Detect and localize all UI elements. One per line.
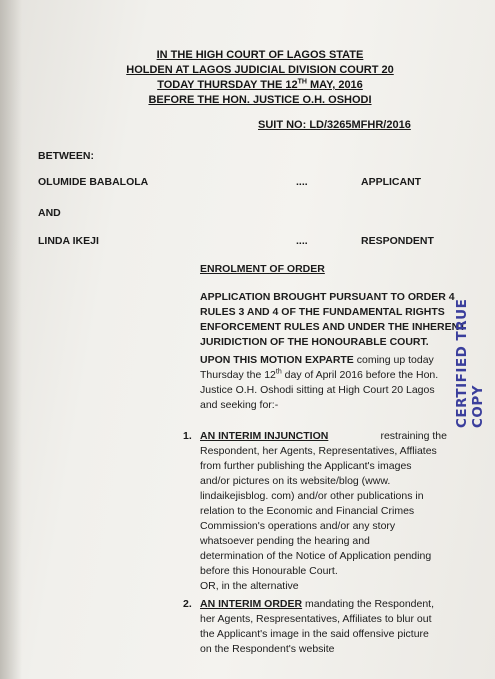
- item-1-number: 1.: [183, 430, 192, 442]
- respondent-name: LINDA IKEJI: [38, 235, 99, 247]
- court-heading: [110, 48, 410, 108]
- between-label: BETWEEN:: [38, 150, 94, 162]
- document-title: ENROLMENT OF ORDER: [200, 263, 325, 275]
- heading-line-3: TODAY THURSDAY THE 12TH MAY, 2016: [157, 78, 363, 91]
- application-line: RULES 3 AND 4 OF THE FUNDAMENTAL RIGHTS: [200, 306, 445, 318]
- application-block: [200, 290, 466, 350]
- respondent-role: RESPONDENT: [361, 235, 434, 247]
- item-1-lead: AN INTERIM INJUNCTION: [200, 430, 329, 442]
- suit-number: SUIT NO: LD/3265MFHR/2016: [258, 119, 411, 131]
- dots-2: ....: [296, 235, 308, 247]
- applicant-name: OLUMIDE BABALOLA: [38, 176, 149, 188]
- page-shadow: [0, 0, 22, 679]
- item-2-paragraph: AN INTERIM ORDER mandating the Respondent, her Agents, Respresentatives, Affiliates to blur out the Applicant's image in the said offensive picture on the Respondent's website: [200, 598, 435, 655]
- heading-line-4: BEFORE THE HON. JUSTICE O.H. OSHODI: [148, 94, 372, 106]
- item-2-number: 2.: [183, 598, 192, 610]
- application-line: JURIDICTION OF THE HONOURABLE COURT.: [200, 336, 429, 348]
- heading-line-1: IN THE HIGH COURT OF LAGOS STATE: [156, 49, 364, 61]
- and-label: AND: [38, 207, 61, 219]
- heading-line-2: HOLDEN AT LAGOS JUDICIAL DIVISION COURT 20: [126, 64, 394, 76]
- motion-paragraph: UPON THIS MOTION EXPARTE coming up today Thursday the 12th day of April 2016 before the Hon. Justice O.H. Oshodi sitting at High Court 20 Lagos and seeking for:-: [200, 354, 439, 411]
- item-1-paragraph: AN INTERIM INJUNCTION restraining the Respondent, her Agents, Representatives, Affliates from further publishing the Applicant's images and/or pictures on its website/blog (www. lindaikejisblog. com) and/or other publications in relation to the Economic and Financial Crimes Commission's operations and/or any story whatsoever pending the hearing and determination of the Notice of Application pending before this Honourable Court. OR, in the alternative: [200, 430, 447, 592]
- certified-true-copy-stamp: CERTIFIED TRUE COPY: [454, 298, 486, 428]
- dots-1: ....: [296, 176, 308, 188]
- motion-lead: UPON THIS MOTION EXPARTE: [200, 354, 354, 366]
- applicant-role: APPLICANT: [361, 176, 422, 188]
- application-line: APPLICATION BROUGHT PURSUANT TO ORDER 4: [200, 291, 455, 303]
- item-2-lead: AN INTERIM ORDER: [200, 598, 303, 610]
- application-line: ENFORCEMENT RULES AND UNDER THE INHERENT: [200, 321, 466, 333]
